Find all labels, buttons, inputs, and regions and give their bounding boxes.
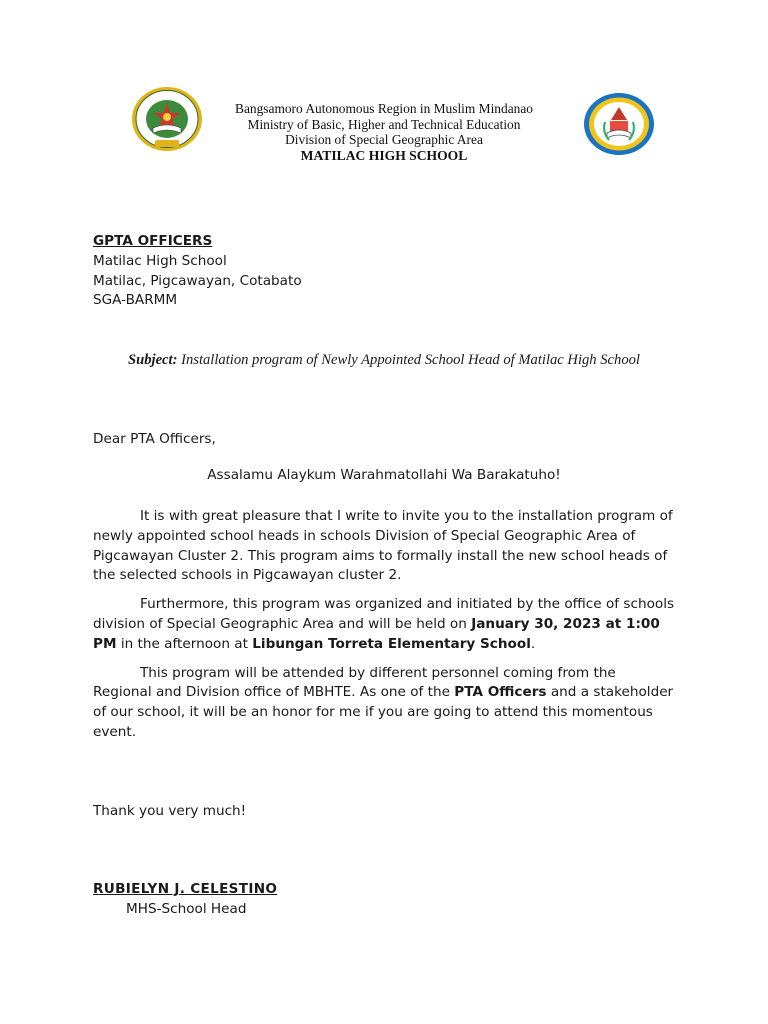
ministry-line: Ministry of Basic, Higher and Technical Education — [247, 116, 521, 132]
closing: Thank you very much! — [93, 803, 247, 819]
letter-body — [93, 507, 675, 752]
paragraph-text: in the afternoon at — [116, 635, 253, 652]
paragraph-text: . — [530, 635, 536, 652]
letterhead-text — [0, 101, 768, 163]
signer-position: MHS-School Head — [126, 900, 247, 917]
body-paragraph-1: It is with great pleasure that I write to invite you to the installation program of newly appointed school heads in schools Division of Special Geographic Area of Pigcawayan Cluster 2. This program aims to formally install the new school heads of the selected schools in Pigcawayan cluster 2. — [93, 508, 673, 584]
recipient-address: Matilac, Pigcawayan, Cotabato — [93, 272, 302, 289]
event-date: January 30, 2023 at 1:00 PM — [93, 615, 660, 652]
subject-line — [93, 350, 675, 370]
signer-name: RUBIELYN J. CELESTINO — [93, 881, 278, 897]
body-paragraph-3 — [93, 664, 675, 743]
subject-label: Subject: — [128, 352, 178, 368]
greeting: Assalamu Alaykum Warahmatollahi Wa Barakatuho! — [207, 467, 561, 483]
recipient-region: SGA-BARMM — [93, 292, 178, 309]
paragraph-text: Furthermore, this program was organized and initiated by the office of schools division of Special Geographic Area and will be held on — [93, 596, 675, 632]
signature-block — [93, 880, 683, 920]
pta-officers-emphasis: PTA Officers — [454, 684, 547, 701]
school-name: MATILAC HIGH SCHOOL — [300, 147, 468, 163]
subject-text: Installation program of Newly Appointed School Head of Matilac High School — [177, 352, 640, 368]
recipient-block — [93, 232, 683, 311]
recipient-line: Matilac High School — [93, 252, 227, 269]
letterhead — [0, 86, 768, 176]
body-paragraph-2 — [93, 595, 675, 654]
recipient-title: GPTA OFFICERS — [93, 233, 213, 249]
division-line: Division of Special Geographic Area — [285, 132, 483, 147]
region-line: Bangsamoro Autonomous Region in Muslim Mindanao — [235, 101, 533, 116]
event-venue: Libungan Torreta Elementary School — [252, 635, 531, 652]
paragraph-text: and a stakeholder of our school, it will be an honor for me if you are going to attend this momentous event. — [93, 684, 674, 740]
paragraph-text: This program will be attended by different personnel coming from the Regional and Division office of MBHTE. As one of the — [93, 664, 616, 701]
salutation: Dear PTA Officers, — [93, 431, 216, 447]
